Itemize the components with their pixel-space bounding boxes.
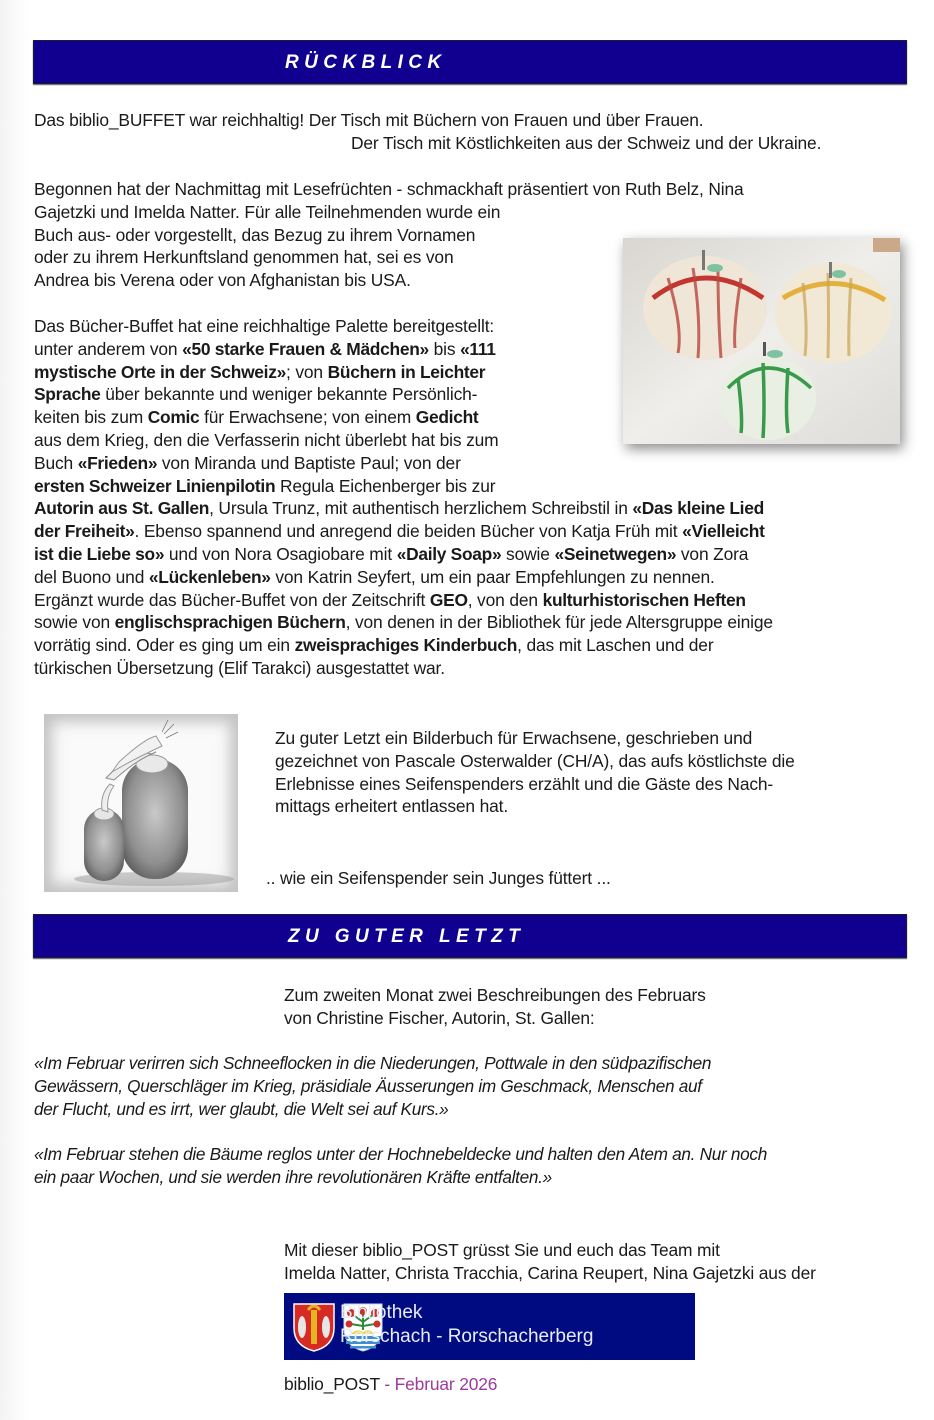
text-line: Das Bücher-Buffet hat eine reichhaltige Palette bereitgestellt: [34,316,495,336]
text-line: keiten bis zum Comic für Erwachsene; von einem Gedicht [34,407,479,428]
text-line: der Freiheit». Ebenso spannend und anregend die beiden Bücher von Katja Früh mit «Vielleicht [34,521,765,542]
text-line: Zum zweiten Monat zwei Beschreibungen des Februars [284,985,706,1005]
book-title: mystische Orte in der Schweiz» [34,361,286,382]
soap-dispenser-illustration [44,714,238,892]
book-title: «Lückenleben» [148,566,271,587]
text-line: türkischen Übersetzung (Elif Tarakci) ausgestattet war. [34,657,445,678]
highlight: Sprache [34,384,101,405]
highlight: englischsprachigen Büchern [114,612,346,633]
text-line: Andrea bis Verena oder von Afghanistan bis USA. [34,270,411,291]
text-line: Buch «Frieden» von Miranda und Baptiste Paul; von der [34,452,461,473]
book-title: «111 [460,338,496,359]
book-title: «Das kleine Lied [632,498,764,519]
text-line: mystische Orte in der Schweiz»; von Büchern in Leichter [34,361,486,382]
quote-february-1 [34,1052,711,1120]
text-line: del Buono und «Lückenleben» von Katrin Seyfert, um ein paar Empfehlungen zu nennen. [34,566,715,587]
text-line: von Christine Fischer, Autorin, St. Gallen: [284,1007,595,1028]
highlight: GEO [429,589,468,610]
text-line: Begonnen hat der Nachmittag mit Lesefrüchten - schmackhaft präsentiert von Ruth Belz, Nina [34,179,744,199]
image-caption: .. wie ein Seifenspender sein Junges füttert ... [266,868,611,888]
text-line: «Im Februar stehen die Bäume reglos unter der Hochnebeldecke und halten den Atem an. Nur noch [34,1144,767,1164]
photo-soap-dispenser-drawing [44,714,238,892]
text-line: Zu guter Letzt ein Bilderbuch für Erwachsene, geschrieben und [275,728,753,748]
text-line: mittags erheitert entlassen hat. [275,796,508,817]
footer-publication-name: biblio_POST [284,1374,380,1394]
text-line: vorrätig sind. Oder es ging um ein zweisprachiges Kinderbuch, das mit Laschen und der [34,635,714,656]
logo-line-1: Bibliothek [340,1302,423,1323]
highlight: kulturhistorischen Heften [542,589,746,610]
text-line: der Flucht, und es irrt, wer glaubt, die Welt sei auf Kurs.» [34,1098,449,1119]
paragraph-picturebook [275,727,795,818]
highlight: Autorin aus St. Gallen [34,498,210,519]
highlight: ersten Schweizer Linienpilotin [34,475,276,496]
book-title: «Vielleicht [682,521,765,542]
text-line: sowie von englischsprachigen Büchern, von denen in der Bibliothek für jede Altersgruppe einige [34,612,773,633]
text-line: Mit dieser biblio_POST grüsst Sie und euch das Team mit [284,1240,720,1260]
section-title: RÜCKBLICK [285,52,447,73]
text-line: Imelda Natter, Christa Tracchia, Carina Reupert, Nina Gajetzki aus der [284,1262,816,1283]
book-title: ist die Liebe so» [34,543,165,564]
intro-line-2: Der Tisch mit Köstlichkeiten aus der Schweiz und der Ukraine. [351,133,822,153]
text-line: «Im Februar verirren sich Schneeflocken in die Niederungen, Pottwale in den südpazifischen [34,1053,712,1073]
highlight: Büchern in Leichter [327,361,486,382]
text-line: oder zu ihrem Herkunftsland genommen hat, sei es von [34,247,454,268]
text-line: Erlebnisse eines Seifenspenders erzählt und die Gäste des Nach- [275,773,774,794]
text-line: Gewässern, Querschläger im Krieg, präsidiale Äusserungen im Geschmack, Menschen auf [34,1075,702,1096]
highlight: Gedicht [415,407,479,428]
intro-line-1: Das biblio_BUFFET war reichhaltig! Der Tisch mit Büchern von Frauen und über Frauen. [34,110,704,130]
book-title: «Seinetwegen» [554,543,677,564]
book-title: «Frieden» [77,452,158,473]
footer-date: - Februar 2026 [379,1374,498,1394]
section-banner-rueckblick [33,40,907,84]
text-line: Autorin aus St. Gallen, Ursula Trunz, mit authentisch herzlichem Schreibstil in «Das kleine Lied [34,498,764,519]
text-line: Ergänzt wurde das Bücher-Buffet von der Zeitschrift GEO, von den kulturhistorischen Heften [34,589,746,610]
book-title: der Freiheit» [34,521,135,542]
section-title: ZU GUTER LETZT [288,926,526,947]
text-line: ein paar Wochen, und sie werden ihre revolutionären Kräfte entfalten.» [34,1166,552,1187]
text-line: Gajetzki und Imelda Natter. Für alle Teilnehmenden wurde ein [34,201,501,222]
paragraph-buecher-buffet [34,315,773,680]
highlight: zweisprachiges Kinderbuch [294,635,518,656]
highlight: Comic [147,407,200,428]
book-title: «50 starke Frauen & Mädchen» [182,338,429,359]
text-line: Buch aus- oder vorgestellt, das Bezug zu ihrem Vornamen [34,224,476,245]
text-line: ersten Schweizer Linienpilotin Regula Eichenberger bis zur [34,475,496,496]
text-line: Sprache über bekannte und weniger bekannte Persönlich- [34,384,478,405]
text-line: gezeichnet von Pascale Osterwalder (CH/A), das aufs köstlichste die [275,750,795,771]
section-banner-zu-guter-letzt [33,914,907,958]
text-line: unter anderem von «50 starke Frauen & Mädchen» bis «111 [34,338,496,359]
library-logo [284,1293,695,1360]
paragraph-february-intro [284,984,706,1030]
book-title: «Daily Soap» [396,543,502,564]
logo-line-2: Rorschach - Rorschacherberg [340,1326,594,1347]
rorschach-coat-of-arms-icon [292,1302,336,1352]
quote-february-2 [34,1143,767,1189]
text-line: ist die Liebe so» und von Nora Osagiobare mit «Daily Soap» sowie «Seinetwegen» von Zora [34,543,749,564]
footer-issue [284,1373,497,1396]
paragraph-greeting [284,1239,816,1285]
text-line: aus dem Krieg, den die Verfasserin nicht überlebt hat bis zum [34,429,499,450]
logo-text [340,1301,593,1349]
